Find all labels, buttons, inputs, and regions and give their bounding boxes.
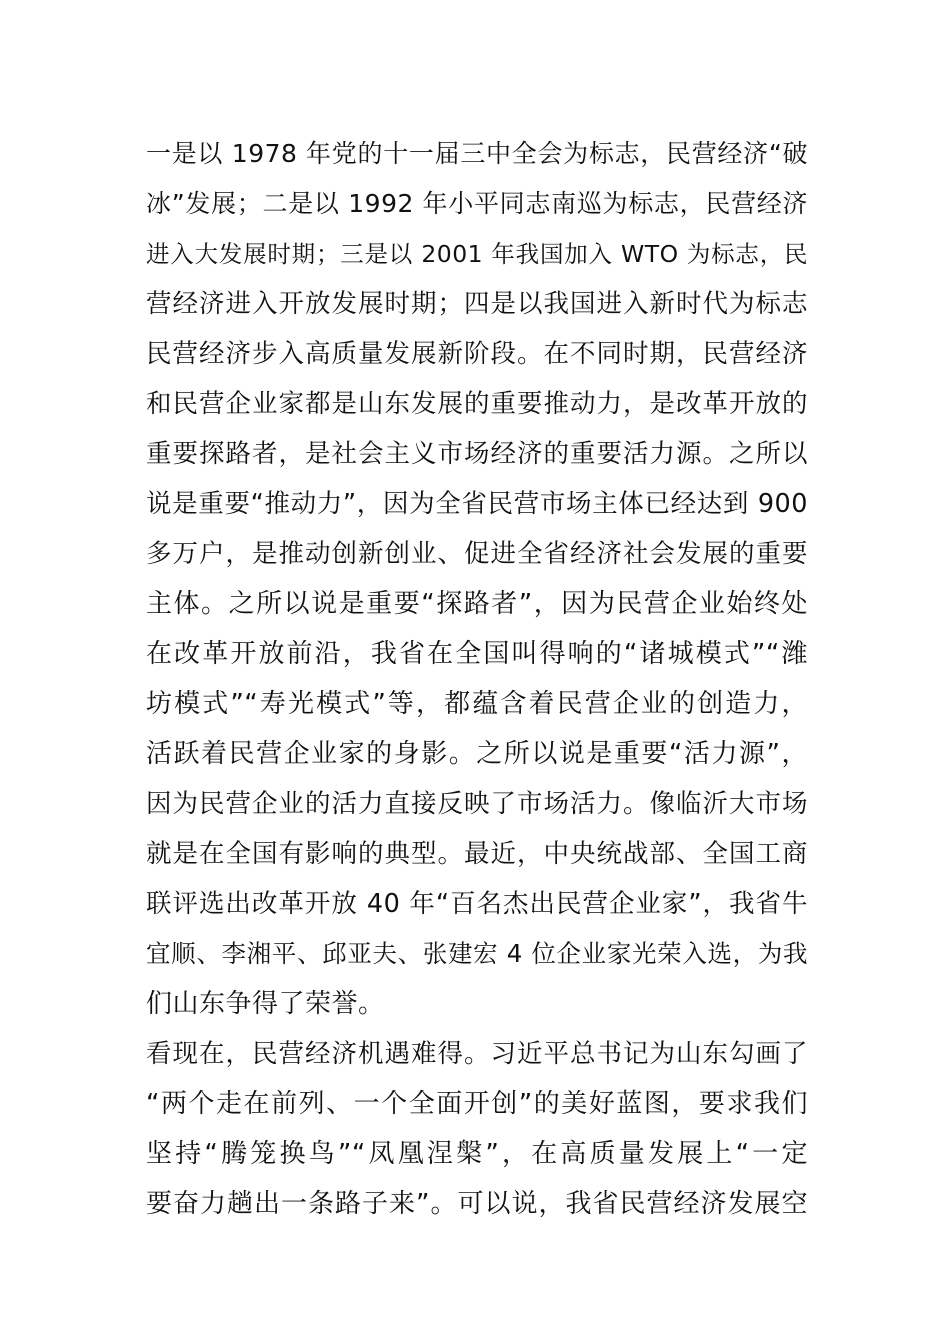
text-line: 民营经济步入高质量发展新阶段。在不同时期，民营经济 [146, 339, 808, 369]
document-body [146, 129, 808, 1229]
text-line: 看现在，民营经济机遇难得。习近平总书记为山东勾画了 [146, 1039, 808, 1069]
text-line: 和民营企业家都是山东发展的重要推动力，是改革开放的 [146, 389, 808, 419]
text-line: 营经济进入开放发展时期；四是以我国进入新时代为标志 [146, 289, 808, 319]
text-line: 联评选出改革开放 40 年“百名杰出民营企业家”，我省牛 [146, 889, 808, 919]
text-line: 坊模式”“寿光模式”等，都蕴含着民营企业的创造力， [146, 689, 808, 719]
text-line: 一是以 1978 年党的十一届三中全会为标志，民营经济“破 [146, 139, 808, 168]
text-line: 坚持“腾笼换鸟”“凤凰涅槃”，在高质量发展上“一定 [146, 1139, 808, 1169]
text-line: 重要探路者，是社会主义市场经济的重要活力源。之所以 [146, 439, 808, 469]
text-line: 们山东争得了荣誉。 [146, 989, 385, 1019]
text-line: 要奋力趟出一条路子来”。可以说，我省民营经济发展空 [146, 1189, 808, 1219]
text-line: 多万户，是推动创新创业、促进全省经济社会发展的重要 [146, 539, 808, 569]
paragraph-history [146, 129, 808, 1029]
text-line: 因为民营企业的活力直接反映了市场活力。像临沂大市场 [146, 789, 808, 819]
text-line: 活跃着民营企业家的身影。之所以说是重要“活力源”， [146, 739, 808, 769]
text-line: 宜顺、李湘平、邱亚夫、张建宏 4 位企业家光荣入选，为我 [146, 939, 808, 968]
text-line: 冰”发展；二是以 1992 年小平同志南巡为标志，民营经济 [146, 189, 808, 218]
paragraph-opportunity [146, 1029, 808, 1229]
text-line: 主体。之所以说是重要“探路者”，因为民营企业始终处 [146, 589, 808, 619]
text-line: 就是在全国有影响的典型。最近，中央统战部、全国工商 [146, 839, 808, 869]
text-line: 说是重要“推动力”，因为全省民营市场主体已经达到 900 [146, 489, 808, 519]
text-line: “两个走在前列、一个全面开创”的美好蓝图，要求我们 [146, 1089, 808, 1119]
text-line: 进入大发展时期；三是以 2001 年我国加入 WTO 为标志，民 [146, 240, 808, 268]
text-line: 在改革开放前沿，我省在全国叫得响的“诸城模式”“潍 [146, 639, 808, 669]
